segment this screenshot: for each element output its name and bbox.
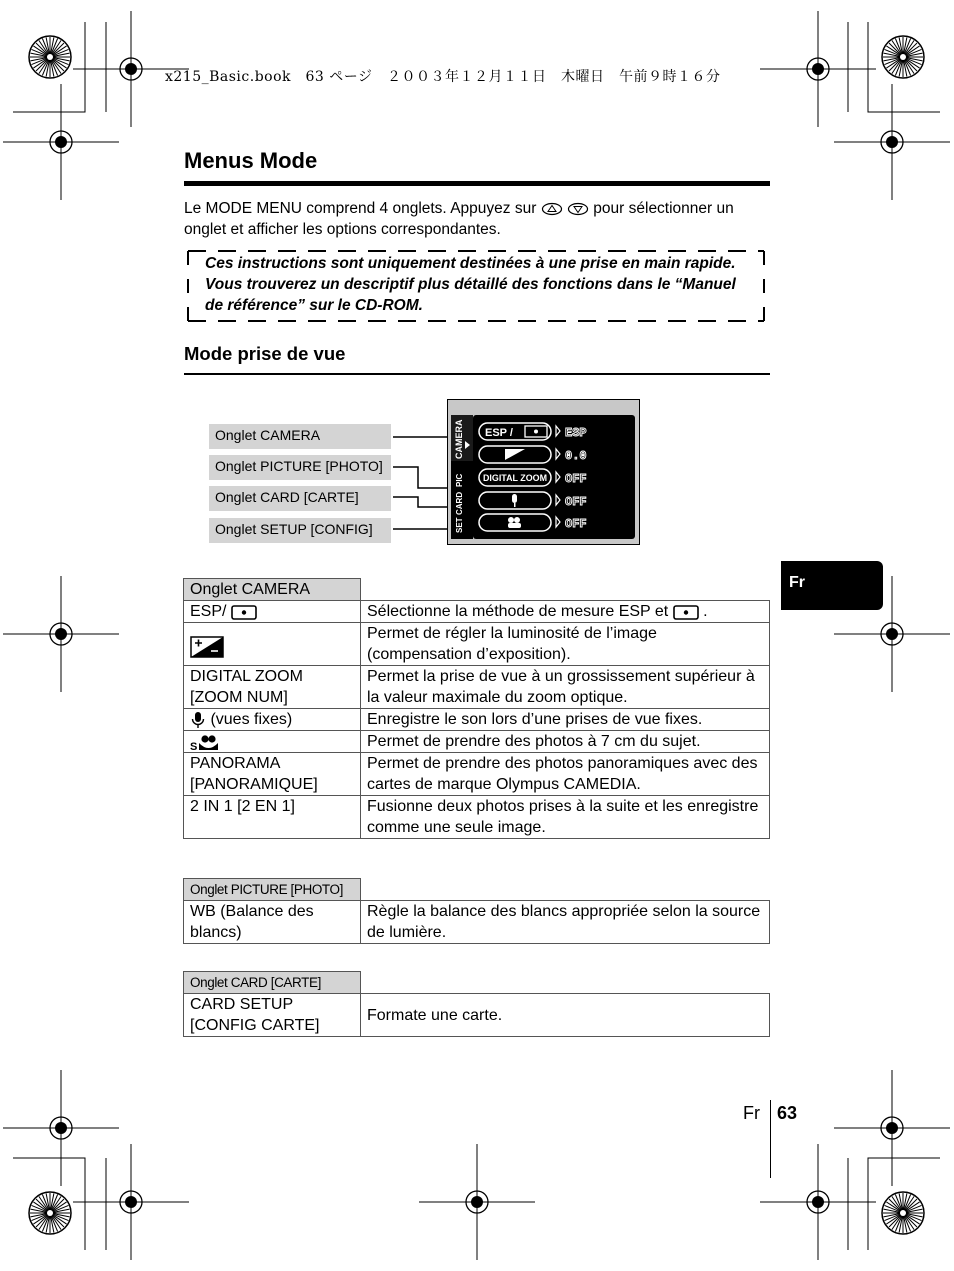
table-row bbox=[184, 901, 770, 944]
spot-metering-icon bbox=[231, 604, 257, 620]
arrow-down-button-icon bbox=[567, 202, 589, 216]
cell-card-setup-desc: Formate une carte. bbox=[361, 994, 770, 1037]
cell-sound-desc: Enregistre le son lors d’une prises de vue fixes. bbox=[361, 709, 770, 731]
side-tab-camera: CAMERA bbox=[454, 419, 464, 459]
side-tab-set: SET bbox=[455, 517, 464, 533]
lcd-exposure-icon bbox=[505, 449, 525, 460]
tab-label-card: Onglet CARD [CARTE] bbox=[209, 486, 391, 511]
cell-esp: ESP/ bbox=[190, 603, 227, 620]
table-row bbox=[184, 994, 770, 1037]
cell-panorama: PANORAMA [PANORAMIQUE] bbox=[184, 753, 361, 796]
side-tab-card: CARD bbox=[455, 491, 464, 515]
table-row bbox=[184, 796, 770, 839]
camera-tab-table bbox=[183, 578, 770, 839]
tab-label-camera: Onglet CAMERA bbox=[209, 424, 391, 449]
table-row bbox=[184, 623, 770, 666]
arrow-up-button-icon bbox=[541, 202, 563, 216]
table-row bbox=[184, 666, 770, 709]
table-header-row bbox=[184, 879, 770, 901]
section-rule bbox=[184, 373, 770, 375]
cell-card-setup: CARD SETUP [CONFIG CARTE] bbox=[184, 994, 361, 1037]
page-number: 63 bbox=[777, 1103, 798, 1123]
cell-panorama-desc: Permet de prendre des photos panoramiques avec des cartes de marque Olympus CAMEDIA. bbox=[361, 753, 770, 796]
super-macro-icon bbox=[190, 733, 218, 751]
table-header-row bbox=[184, 972, 770, 994]
exposure-compensation-icon bbox=[190, 636, 224, 658]
cell-esp-desc: Sélectionne la méthode de mesure ESP et bbox=[367, 603, 669, 620]
table-header: Onglet CAMERA bbox=[184, 579, 361, 601]
footer-language: Fr bbox=[743, 1103, 760, 1123]
intro-paragraph bbox=[184, 198, 774, 240]
microphone-icon bbox=[190, 711, 206, 729]
lcd-row-zoom-value: OFF bbox=[565, 472, 587, 486]
page-title: Menus Mode bbox=[184, 148, 318, 173]
language-side-tab: Fr bbox=[781, 561, 883, 610]
table-header-row bbox=[184, 579, 770, 601]
intro-text-before: Le MODE MENU comprend 4 onglets. Appuyez sur bbox=[184, 200, 537, 217]
table-header: Onglet PICTURE [PHOTO] bbox=[184, 879, 361, 901]
picture-tab-table bbox=[183, 878, 770, 944]
svg-text:S: S bbox=[190, 740, 198, 751]
spot-metering-icon bbox=[673, 604, 699, 620]
cell-digital-zoom-desc: Permet la prise de vue à un grossissement supérieur à la valeur maximale du zoom optique. bbox=[361, 666, 770, 709]
table-row bbox=[184, 709, 770, 731]
cell-wb: WB (Balance des blancs) bbox=[184, 901, 361, 944]
cell-sound: (vues fixes) bbox=[210, 711, 293, 728]
lcd-row-exp-value: 0.0 bbox=[565, 449, 587, 463]
card-tab-table bbox=[183, 971, 770, 1037]
table-row bbox=[184, 753, 770, 796]
cell-digital-zoom: DIGITAL ZOOM [ZOOM NUM] bbox=[184, 666, 361, 709]
table-row: ESP/ Sélectionne la méthode de mesure ESP et . bbox=[184, 601, 770, 623]
lcd-row-esp-value: ESP bbox=[565, 426, 587, 440]
notice-text: Ces instructions sont uniquement destinées à une prise en main rapide. Vous trouverez un descriptif plus détaillé des fonctions dans le “Manuel de référence” sur le CD-ROM. bbox=[205, 255, 736, 314]
cell-2in1: 2 IN 1 [2 EN 1] bbox=[184, 796, 361, 839]
cell-2in1-desc: Fusionne deux photos prises à la suite et les enregistre comme une seule image. bbox=[361, 796, 770, 839]
tab-label-setup: Onglet SETUP [CONFIG] bbox=[209, 518, 391, 543]
lcd-row-zoom-label: DIGITAL ZOOM bbox=[483, 473, 547, 483]
side-tab-pic: PIC bbox=[455, 473, 464, 487]
table-header: Onglet CARD [CARTE] bbox=[184, 972, 361, 994]
section-title: Mode prise de vue bbox=[184, 343, 346, 364]
table-row bbox=[184, 731, 770, 753]
cell-exposure-desc: Permet de régler la luminosité de l’image (compensation d’exposition). bbox=[361, 623, 770, 666]
lcd-row-macro-value: OFF bbox=[565, 517, 587, 531]
lcd-row-mic-value: OFF bbox=[565, 495, 587, 509]
footer-divider bbox=[770, 1100, 771, 1178]
lcd-menu-screen bbox=[447, 399, 640, 545]
cell-wb-desc: Règle la balance des blancs appropriée selon la source de lumière. bbox=[361, 901, 770, 944]
print-header: x215_Basic.book 63 ページ ２００３年１２月１１日 木曜日 午前９時１６分 bbox=[165, 69, 721, 85]
lcd-row-esp-label: ESP / bbox=[485, 427, 513, 439]
title-rule bbox=[184, 181, 770, 186]
cell-super-macro-desc: Permet de prendre des photos à 7 cm du sujet. bbox=[361, 731, 770, 753]
intro-text-after: pour sélectionner un onglet et afficher les options correspondantes. bbox=[184, 200, 734, 238]
tab-label-picture: Onglet PICTURE [PHOTO] bbox=[209, 455, 391, 480]
